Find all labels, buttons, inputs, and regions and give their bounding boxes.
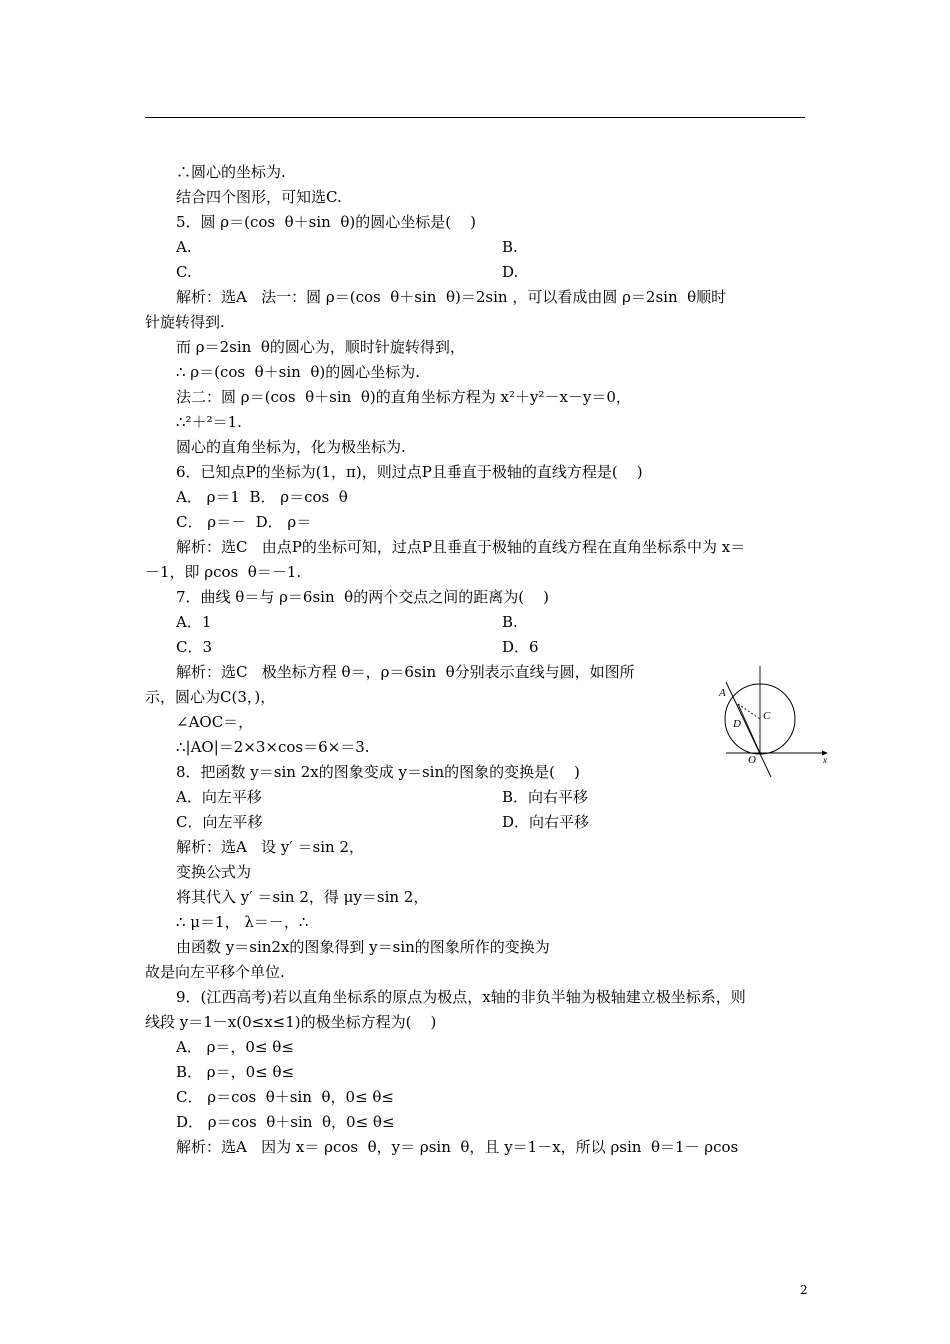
option-d: D. (502, 263, 519, 281)
option-b: B． ρ＝，0≤ θ≤ (176, 1063, 295, 1081)
solution-text: 故是向左平移个单位. (145, 963, 285, 981)
question-5: 5．圆 ρ＝(cos θ＋sin θ)的圆心坐标是( ) (176, 213, 477, 231)
question-9: 9．(江西高考)若以直角坐标系的原点为极点，x轴的非负半轴为极轴建立极坐标系，则 (176, 988, 746, 1006)
question-8: 8．把函数 y＝sin 2x的图象变成 y＝sin的图象的变换是( ) (176, 763, 580, 781)
text-line: ∴圆心的坐标为. (176, 163, 286, 181)
question-6: 6．已知点P的坐标为(1，π)，则过点P且垂直于极轴的直线方程是( ) (176, 463, 643, 481)
options-cd: C． ρ＝－ D． ρ＝ (176, 513, 312, 531)
solution-text: 针旋转得到. (145, 313, 225, 331)
solution-text: ∴ μ＝1， λ＝－，∴ (176, 913, 309, 931)
option-d: D．6 (502, 638, 539, 656)
solution-text: 解析：选A 法一：圆 ρ＝(cos θ＋sin θ)＝2sin ，可以看成由圆 ρ＝2sin θ顺时 (176, 288, 727, 306)
solution-text: 解析：选A 因为 x＝ ρcos θ，y＝ ρsin θ，且 y＝1－x，所以 ρsin θ＝1－ ρcos (176, 1138, 739, 1156)
label-d: D (733, 718, 741, 730)
option-c: C． ρ＝cos θ＋sin θ，0≤ θ≤ (176, 1088, 394, 1106)
text-line: 结合四个图形，可知选C. (176, 188, 342, 206)
option-c: C．向左平移 (176, 813, 263, 831)
solution-text: －1，即 ρcos θ＝－1. (145, 563, 302, 581)
solution-text: ∠AOC＝， (176, 713, 254, 731)
polar-circle-figure (716, 664, 836, 779)
solution-text: 将其代入 y′ ＝sin 2，得 μy＝sin 2， (176, 888, 429, 906)
option-b: B．向右平移 (502, 788, 589, 806)
option-b: B. (502, 238, 518, 256)
option-b: B. (502, 613, 518, 631)
solution-text: ∴²＋²＝1. (176, 413, 242, 431)
page-number: 2 (800, 1283, 808, 1297)
solution-text: ∴|AO|＝2×3×cos＝6×＝3. (176, 738, 370, 756)
option-a: A．向左平移 (176, 788, 262, 806)
label-a: A (719, 687, 726, 699)
question-7: 7．曲线 θ＝与 ρ＝6sin θ的两个交点之间的距离为( ) (176, 588, 549, 606)
option-c: C. (176, 263, 192, 281)
solution-text: 解析：选C 极坐标方程 θ＝，ρ＝6sin θ分别表示直线与圆，如图所 (176, 663, 635, 681)
label-x: x (823, 755, 827, 765)
solution-text: 示，圆心为C(3，)， (145, 688, 276, 706)
solution-text: 法二：圆 ρ＝(cos θ＋sin θ)的直角坐标方程为 x²＋y²－x－y＝0， (176, 388, 631, 406)
solution-text: 圆心的直角坐标为，化为极坐标为. (176, 438, 406, 456)
solution-text: 而 ρ＝2sin θ的圆心为，顺时针旋转得到， (176, 338, 465, 356)
option-c: C．3 (176, 638, 213, 656)
label-c: C (763, 710, 771, 722)
solution-text: 由函数 y＝sin2x的图象得到 y＝sin的图象所作的变换为 (176, 938, 550, 956)
option-a: A. (176, 238, 192, 256)
question-9-cont: 线段 y＝1－x(0≤x≤1)的极坐标方程为( ) (145, 1013, 437, 1031)
option-a: A．1 (176, 613, 212, 631)
option-d: D． ρ＝cos θ＋sin θ，0≤ θ≤ (176, 1113, 395, 1131)
option-a: A． ρ＝，0≤ θ≤ (176, 1038, 294, 1056)
options-ab: A． ρ＝1 B． ρ＝cos θ (176, 488, 348, 506)
option-d: D．向右平移 (502, 813, 590, 831)
header-rule (145, 117, 805, 118)
solution-text: ∴ ρ＝(cos θ＋sin θ)的圆心坐标为. (176, 363, 421, 381)
solution-text: 解析：选C 由点P的坐标可知，过点P且垂直于极轴的直线方程在直角坐标系中为 x＝ (176, 538, 746, 556)
solution-text: 变换公式为 (176, 863, 252, 881)
label-o: O (748, 754, 756, 766)
solution-text: 解析：选A 设 y′ ＝sin 2， (176, 838, 365, 856)
